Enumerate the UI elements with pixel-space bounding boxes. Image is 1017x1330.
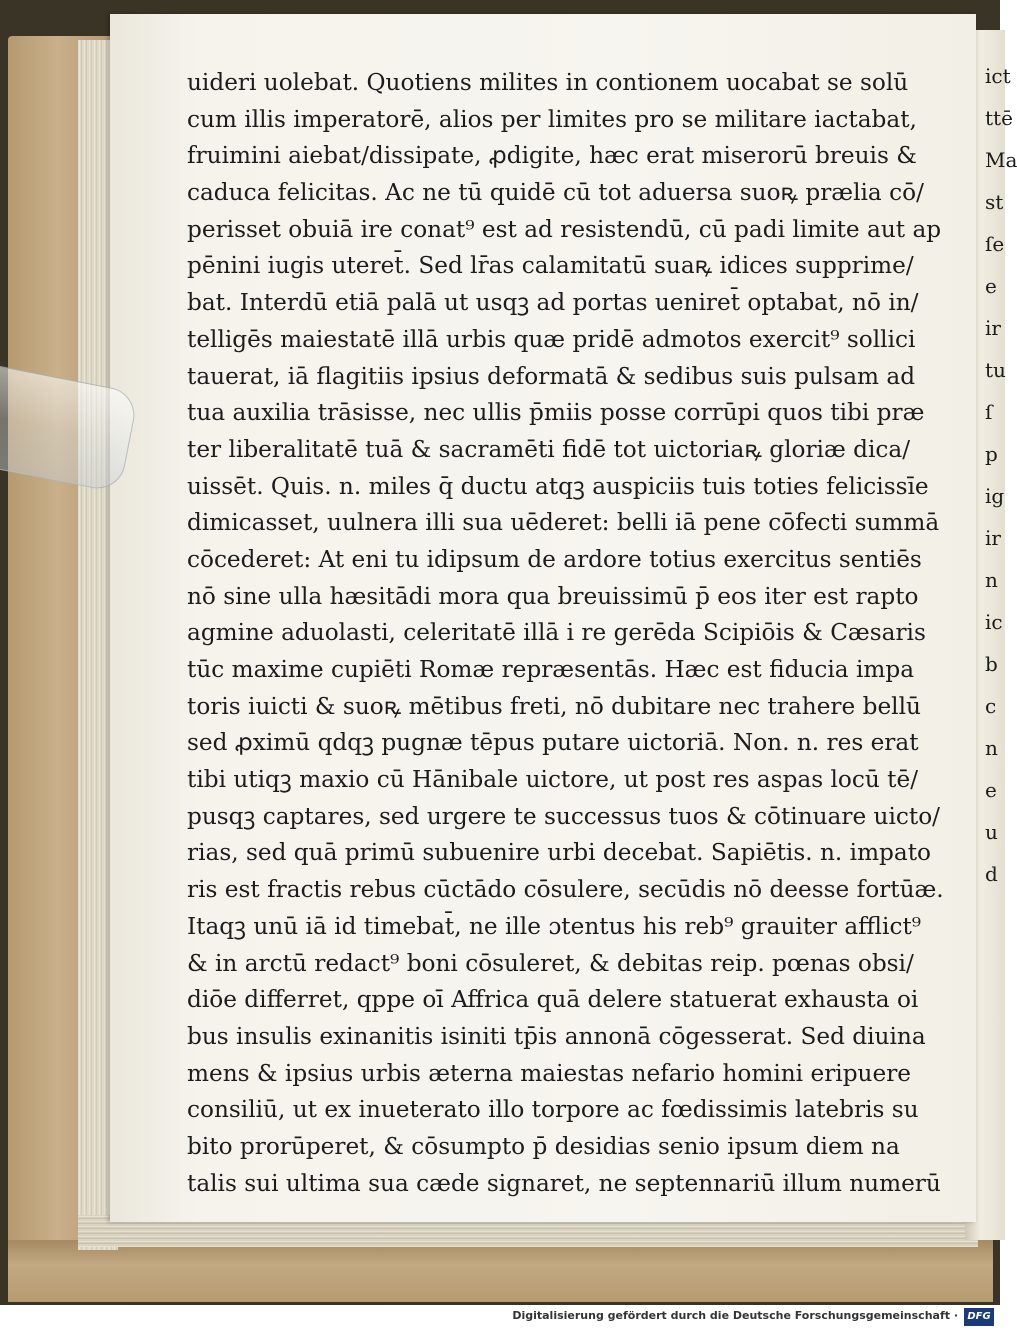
- facing-page-fragment: ic: [985, 610, 1003, 634]
- text-line: perisset obuiā ire conat⁹ est ad resistendū, cū padi limite aut ap: [187, 215, 942, 243]
- text-line: nō sine ulla hæsitādi mora qua breuissimū p̄ eos iter est rapto: [187, 582, 919, 610]
- facing-page-fragment: e: [985, 274, 997, 298]
- text-line: fruimini aiebat/dissipate, ꝓdigite, hæc erat miserorū breuis &: [187, 142, 917, 170]
- text-line: diōe differret, qppe oī Affrica quā delere statuerat exhausta oi: [187, 986, 919, 1014]
- facing-page-fragment: b: [985, 652, 998, 676]
- facing-page-fragment: d: [985, 862, 998, 886]
- text-line: agmine aduolasti, celeritatē illā i re gerēda Scipiōis & Cæsaris: [187, 619, 926, 647]
- facing-page-fragment: n: [985, 568, 998, 592]
- text-line: bus insulis exinanitis isiniti tp̄is annonā cōgesserat. Sed diuina: [187, 1022, 926, 1050]
- text-line: bito prorūperet, & cōsumpto p̄ desidias senio ipsum diem na: [187, 1132, 900, 1160]
- text-line: Itaqꝫ unū iā id timebat̄, ne ille ɔtentus his reb⁹ grauiter afflict⁹: [187, 912, 922, 940]
- facing-page-fragment: tu: [985, 358, 1006, 382]
- text-line: pusqꝫ captares, sed urgere te successus tuos & cōtinuare uicto/: [187, 802, 940, 830]
- text-line: bat. Interdū etiā palā ut usqꝫ ad portas ueniret̄ optabat, nō in/: [187, 289, 919, 317]
- facing-page-fragment: c: [985, 694, 997, 718]
- text-line: cum illis imperatorē, alios per limites pro se militare iactabat,: [187, 105, 917, 133]
- facing-page-fragment: ir: [985, 526, 1001, 550]
- text-line: uissēt. Quis. n. miles q̄ ductu atqꝫ auspiciis tuis toties felicissīe: [187, 472, 929, 500]
- book-cover-bottom: [8, 1240, 993, 1302]
- facing-page-fragment: st: [985, 190, 1004, 214]
- facing-page-text: [985, 55, 1017, 895]
- text-line: tauerat, iā flagitiis ipsius deformatā & sedibus suis pulsam ad: [187, 362, 916, 390]
- facing-page-fragment: p: [985, 442, 998, 466]
- text-line: sed ꝓximū qdqꝫ pugnæ tēpus putare uictoriā. Non. n. res erat: [187, 729, 919, 757]
- facing-page-fragment: ttē: [985, 106, 1013, 130]
- text-line: rias, sed quā primū subuenire urbi decebat. Sapiētis. n. impato: [187, 839, 932, 867]
- text-line: tūc maxime cupiēti Romæ repræsentās. Hæc est fiducia impa: [187, 656, 915, 683]
- text-line: dimicasset, uulnera illi sua uēderet: belli iā pene cōfecti summā: [187, 509, 940, 537]
- funding-credit: Digitalisierung gefördert durch die Deutsche Forschungsgemeinschaft ·: [512, 1309, 958, 1322]
- text-line: caduca felicitas. Ac ne tū quidē cū tot aduersa suoꝶ prælia cō/: [187, 179, 924, 207]
- text-line: toris iuicti & suoꝶ mētibus freti, nō dubitare nec trahere bellū: [187, 692, 921, 720]
- text-line: ris est fractis rebus cūctādo cōsulere, secūdis nō deesse fortūæ.: [187, 876, 944, 904]
- facing-page-fragment: Ma: [985, 148, 1017, 172]
- facing-page-fragment: ict: [985, 64, 1011, 88]
- facing-page-fragment: ir: [985, 316, 1001, 340]
- facing-page-fragment: u: [985, 820, 998, 844]
- text-line: telligēs maiestatē illā urbis quæ pridē admotos exercit⁹ sollici: [187, 325, 916, 353]
- text-line: consiliū, ut ex inueterato illo torpore ac fœdissimis latebris su: [187, 1096, 919, 1124]
- text-line: tua auxilia trāsisse, nec ullis p̄miis posse corrūpi quos tibi præ: [187, 399, 925, 427]
- text-line: mens & ipsius urbis æterna maiestas nefario homini eripuere: [187, 1059, 911, 1087]
- facing-page-fragment: ſe: [985, 232, 1005, 256]
- dfg-logo: DFG: [964, 1308, 994, 1326]
- facing-page-fragment: n: [985, 736, 998, 760]
- text-line: & in arctū redact⁹ boni cōsuleret, & debitas reip. pœnas obsi/: [187, 949, 914, 977]
- text-line: ter liberalitatē tuā & sacramēti fidē tot uictoriaꝶ gloriæ dica/: [187, 435, 911, 463]
- text-line: pēnini iugis uteret̄. Sed lr̄as calamitatū suaꝶ idices supprime/: [187, 252, 914, 280]
- facing-page-fragment: ſ: [985, 400, 993, 424]
- text-line: uideri uolebat. Quotiens milites in contionem uocabat se solū: [187, 69, 909, 96]
- page-text-block: [187, 65, 944, 1202]
- text-line: tibi utiqꝫ maxio cū Hānibale uictore, ut post res aspas locū tē/: [187, 766, 919, 794]
- text-line: talis sui ultima sua cæde signaret, ne septennariū illum numerū: [187, 1169, 941, 1197]
- facing-page-fragment: e: [985, 778, 997, 802]
- text-line: cōcederet: At eni tu idipsum de ardore totius exercitus sentiēs: [187, 545, 922, 573]
- facing-page-fragment: ig: [985, 484, 1005, 508]
- footer-bar: [0, 1305, 1000, 1330]
